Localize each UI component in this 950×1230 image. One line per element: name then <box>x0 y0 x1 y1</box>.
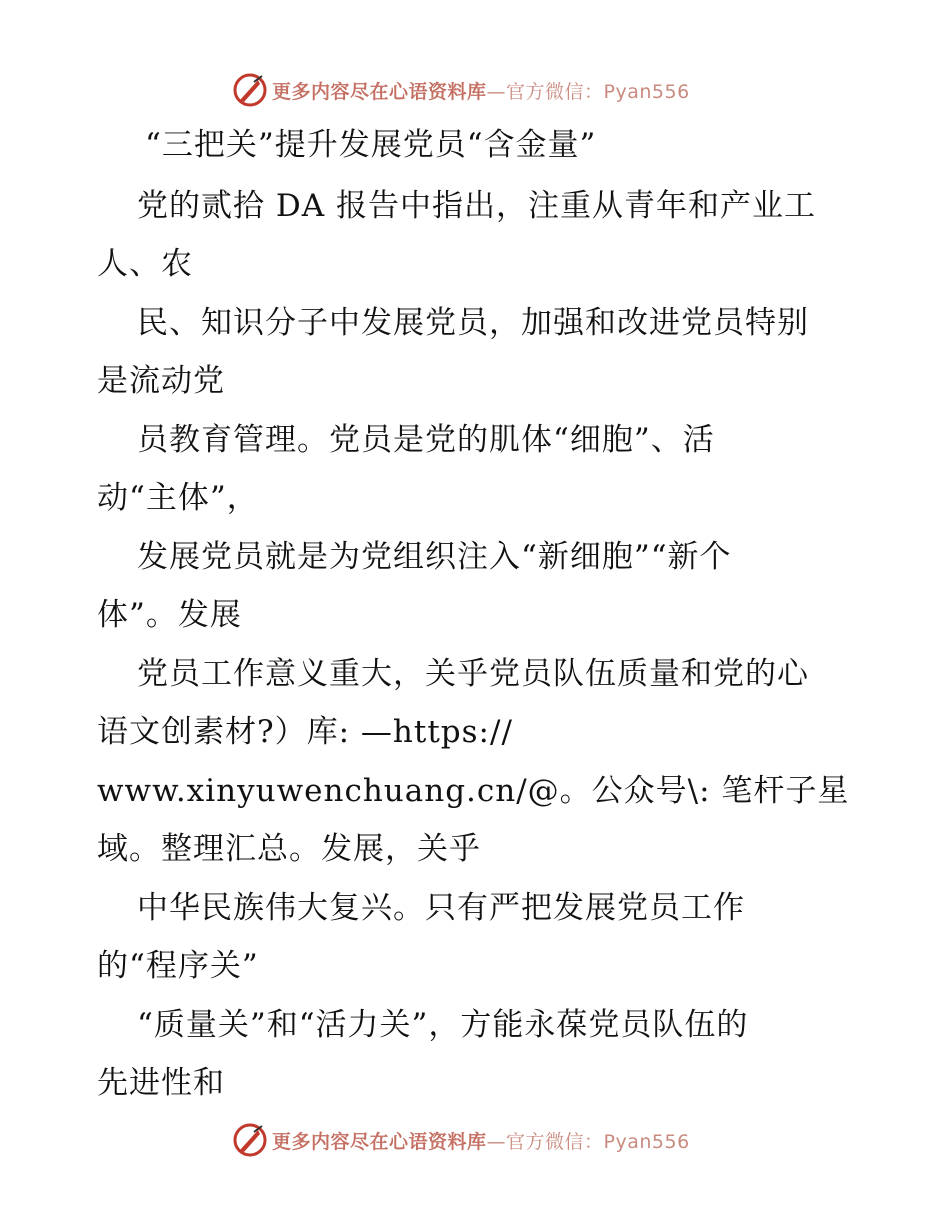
document-line: 员教育管理。党员是党的肌体“细胞”、活 <box>137 422 715 458</box>
document-line: 的“程序关” <box>97 948 259 984</box>
document-line: 党员工作意义重大，关乎党员队伍质量和党的心 <box>137 656 809 692</box>
footer-banner <box>232 1120 690 1160</box>
document-title: “三把关”提升发展党员“含金量” <box>145 127 597 163</box>
document-line: “质量关”和“活力关”，方能永葆党员队伍的 <box>137 1007 749 1043</box>
footer-banner-separator: — <box>486 1130 507 1153</box>
document-line: 先进性和 <box>97 1065 225 1101</box>
document-line: 中华民族伟大复兴。只有严把发展党员工作 <box>137 890 745 926</box>
header-banner-separator: — <box>486 80 507 103</box>
document-line: www.xinyuwenchuang.cn/@。公众号\: 笔杆子星 <box>97 773 850 809</box>
document-line: 发展党员就是为党组织注入“新细胞”“新个 <box>137 539 732 575</box>
document-line: 是流动党 <box>97 363 225 399</box>
footer-banner-text <box>272 1127 690 1154</box>
document-line: 域。整理汇总。发展，关乎 <box>97 831 481 867</box>
footer-banner-main: 更多内容尽在心语资料库 <box>272 1130 487 1153</box>
document-line: 语文创素材?）库: —https:// <box>97 714 513 750</box>
document-line: 人、农 <box>97 246 193 282</box>
document-line: 党的贰拾 DA 报告中指出，注重从青年和产业工 <box>137 188 816 224</box>
footer-banner-wechat: 官方微信：Pyan556 <box>506 1130 690 1153</box>
document-line: 体”。发展 <box>97 597 242 633</box>
document-line: 民、知识分子中发展党员，加强和改进党员特别 <box>137 305 809 341</box>
quill-logo-icon <box>232 1122 268 1158</box>
document-line: 动“主体”， <box>97 480 259 516</box>
header-banner-wechat: 官方微信：Pyan556 <box>506 80 690 103</box>
header-banner-main: 更多内容尽在心语资料库 <box>272 80 487 103</box>
